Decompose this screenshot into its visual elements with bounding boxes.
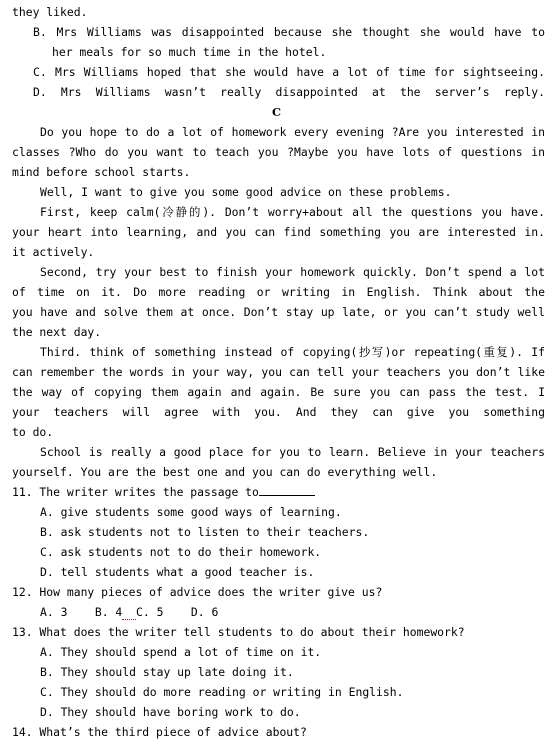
answer-blank [259, 483, 315, 496]
paragraph-line: can remember the words in your way, you can tell your teachers you don’t like [12, 365, 545, 379]
paragraph-line: mind before school starts. [12, 165, 191, 179]
option-line: A. They should spend a lot of time on it. [40, 645, 322, 659]
paragraph-line: Third. think of something instead of copying(抄写)or repeating(重复). If [40, 345, 545, 359]
paragraph-line: to do. [12, 425, 54, 439]
question-text: 11. The writer writes the passage to [12, 485, 259, 499]
option-line: C. ask students not to do their homework. [40, 545, 322, 559]
paragraph-line: classes ?Who do you want to teach you ?Maybe you have lots of questions in [12, 145, 545, 159]
option-line: D. They should have boring work to do. [40, 705, 301, 719]
text-line: they liked. [12, 5, 88, 19]
dotted-mark [122, 605, 136, 620]
option-line: D. tell students what a good teacher is. [40, 565, 315, 579]
option-line: D. Mrs Williams wasn’t really disappointed at the server’s reply. [33, 85, 545, 99]
paragraph-line: yourself. You are the best one and you can do everything well. [12, 465, 438, 479]
option-pair: C. 5 D. 6 [136, 605, 219, 619]
option-line: B. They should stay up late doing it. [40, 665, 294, 679]
paragraph-line: it actively. [12, 245, 95, 259]
option-line: C. They should do more reading or writing in English. [40, 685, 404, 699]
option-line-continued: her meals for so much time in the hotel. [52, 45, 327, 59]
paragraph-line: School is really a good place for you to learn. Believe in your teachers [40, 445, 545, 459]
paragraph-line: the next day. [12, 325, 102, 339]
question-14: 14. What’s the third piece of advice about? [12, 725, 307, 739]
paragraph-line: you have and solve them at once. Don’t stay up late, or you can’t study well [12, 305, 545, 319]
option-line: B. Mrs Williams was disappointed because she thought she would have to [33, 25, 545, 39]
option-line: C. Mrs Williams hoped that she would have a lot of time for sightseeing. [33, 65, 545, 79]
paragraph-line: of time on it. Do more reading or writing in English. Think about the [12, 285, 545, 299]
question-13: 13. What does the writer tell students to do about their homework? [12, 625, 465, 639]
paragraph-line: Well, I want to give you some good advice on these problems. [40, 185, 452, 199]
paragraph-line: Second, try your best to finish your homework quickly. Don’t spend a lot [40, 265, 545, 279]
paragraph-line: your heart into learning, and you can find something you are interested in. [12, 225, 545, 239]
option-pair: A. 3 B. 4 [40, 605, 123, 619]
paragraph-line: your teachers will agree with you. And they can give you something [12, 405, 545, 419]
paragraph-line: Do you hope to do a lot of homework every evening ?Are you interested in [40, 125, 545, 139]
option-line: A. give students some good ways of learning. [40, 505, 342, 519]
question-12: 12. How many pieces of advice does the writer give us? [12, 585, 383, 599]
option-line: B. ask students not to listen to their teachers. [40, 525, 370, 539]
section-heading: C [271, 105, 282, 119]
question-11 [12, 482, 545, 502]
option-line [40, 602, 545, 622]
paragraph-line: the way of copying them again and again. Be sure you can pass the test. I [12, 385, 545, 399]
paragraph-line: First, keep calm(冷静的). Don’t worry+about all the questions you have. [40, 205, 545, 219]
